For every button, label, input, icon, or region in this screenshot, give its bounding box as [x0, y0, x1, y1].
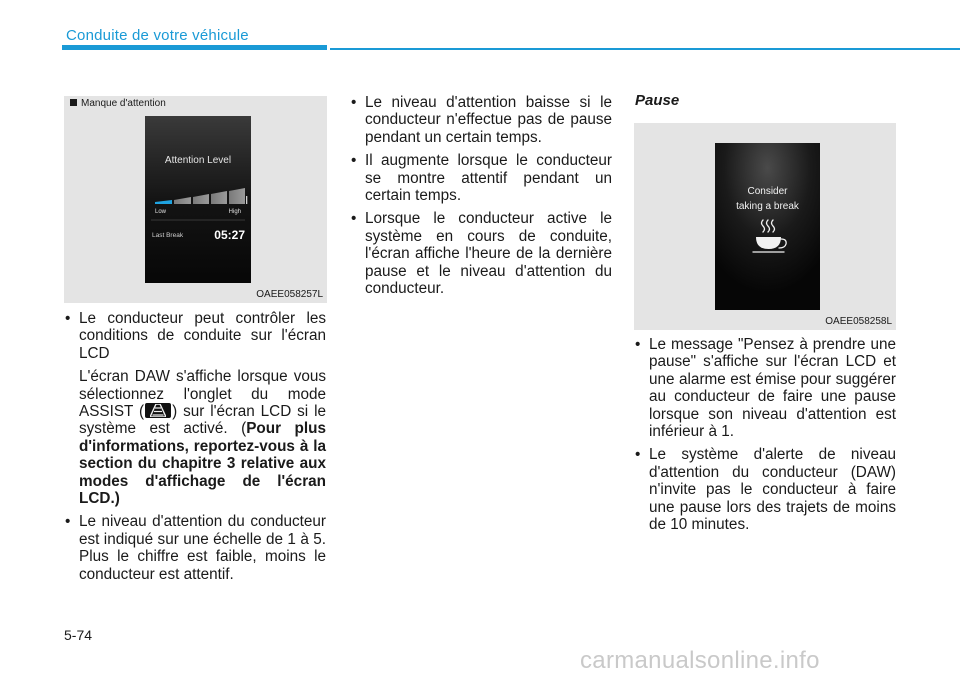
header-title: Conduite de votre véhicule: [66, 27, 249, 44]
column-left: [64, 310, 326, 583]
list-item: • Le niveau d'attention baisse si le conducteur n'effectue pas de pause pendant un certain temps.: [350, 94, 612, 146]
page-number: 5-74: [64, 627, 93, 643]
figure-attention-level: [64, 96, 327, 303]
list-item: • Le message "Pensez à prendre une pause" s'affiche sur l'écran LCD et une alarme est émise pour suggérer au conducteur de faire une pause lorsque son niveau d'attention est inférieur à 1.: [634, 336, 896, 440]
last-break-time: 05:27: [214, 228, 245, 242]
attention-level-title: Attention Level: [164, 155, 232, 166]
list-item: • Il augmente lorsque le conducteur se montre attentif pendant un certain temps.: [350, 152, 612, 204]
lcd-screen-attention: [145, 116, 251, 283]
break-message-line-2: taking a break: [736, 201, 799, 212]
list-item: • Le conducteur peut contrôler les conditions de conduite sur l'écran LCD: [64, 310, 326, 362]
watermark: carmanualsonline.info: [580, 647, 820, 674]
column-right: [634, 336, 896, 533]
list-item: • Le niveau d'attention du conducteur est indiqué sur une échelle de 1 à 5. Plus le chiffre est faible, moins le conducteur est attentif.: [64, 513, 326, 583]
figure-code: OAEE058258L: [825, 316, 892, 327]
figure-caption: Manque d'attention: [70, 98, 166, 109]
square-bullet-icon: [70, 99, 77, 106]
header-rule-thick: [62, 45, 327, 50]
list-item: • Le système d'alerte de niveau d'attention du conducteur (DAW) n'invite pas le conducteur à faire une pause lors des trajets de moins de 10 minutes.: [634, 446, 896, 533]
figure-consider-break: [634, 123, 896, 330]
attention-level-display: [145, 116, 251, 283]
list-item: • Lorsque le conducteur active le système en cours de conduite, l'écran affiche l'heure de la dernière pause et le niveau d'attention du conducteur.: [350, 210, 612, 297]
figure-code: OAEE058257L: [256, 289, 323, 300]
column-middle: [350, 94, 612, 297]
section-title-pause: Pause: [635, 92, 680, 109]
gauge-low-label: Low: [155, 209, 167, 215]
gauge-high-label: High: [228, 209, 241, 215]
header-rule-thin: [330, 48, 960, 50]
road-assist-icon: [145, 403, 171, 418]
break-message-line-1: Consider: [747, 186, 788, 197]
gauge-end-mark: [246, 196, 247, 204]
consider-break-display: [715, 143, 820, 310]
lcd-screen-break: [715, 143, 820, 310]
last-break-label: Last Break: [152, 232, 184, 239]
paragraph-daw-display: L'écran DAW s'affiche lorsque vous sélectionnez l'onglet du mode ASSIST ( ) sur l'écran LCD si le système est activé. (Pour plus d'informations, reportez-vous à la section du chapitre 3 relative aux modes d'affichage de l'écran LCD.): [79, 368, 326, 508]
